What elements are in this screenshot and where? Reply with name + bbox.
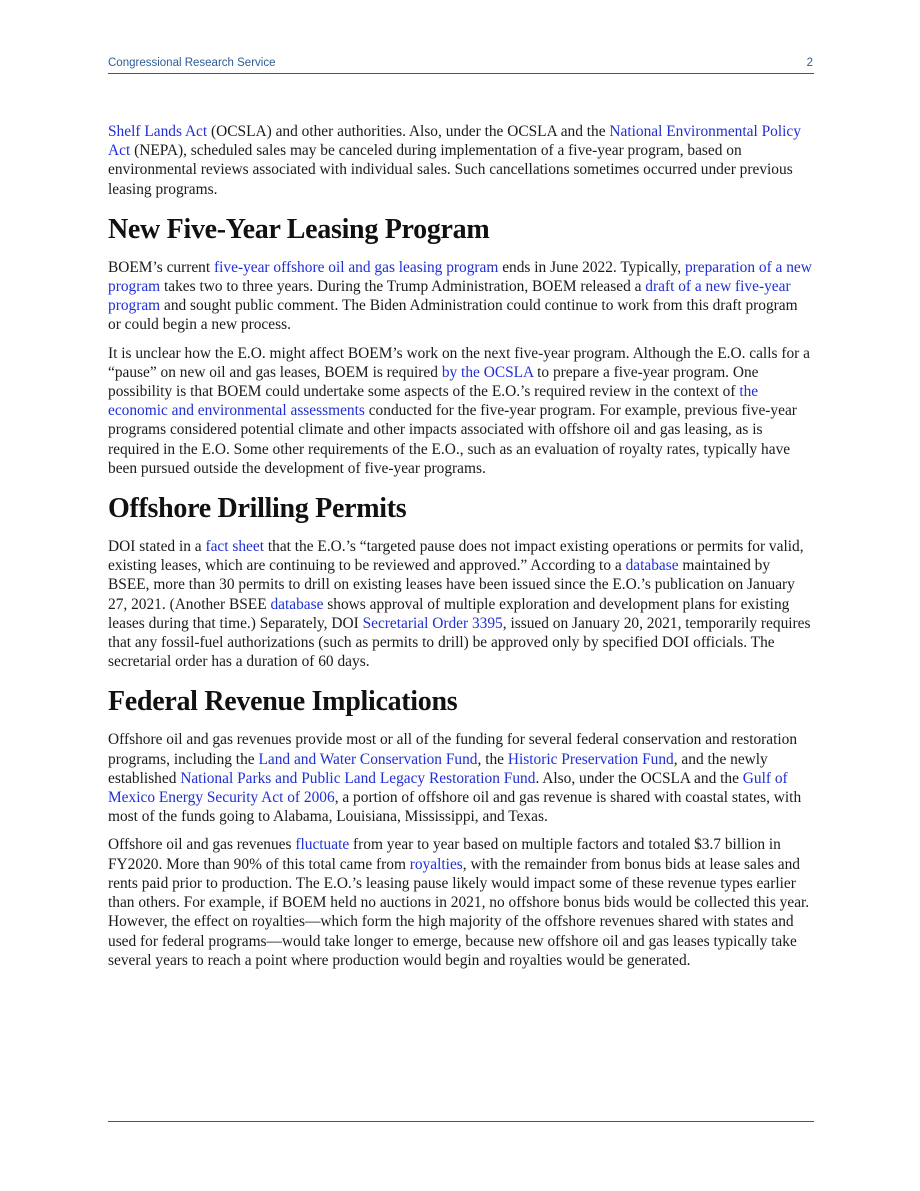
- link-by-the-ocsla[interactable]: by the OCSLA: [441, 363, 534, 381]
- link-gomesa[interactable]: Gulf of Mexico Energy Security Act of 2006: [108, 769, 788, 807]
- link-preparation-new-program[interactable]: preparation of a new program: [108, 258, 812, 296]
- document-body: [108, 122, 814, 979]
- link-nepa[interactable]: National Environmental Policy Act: [108, 123, 801, 160]
- paragraph-current-program: BOEM’s current five-year offshore oil and gas leasing program ends in June 2022. Typically, preparation of a new program takes two to three years. During the Trump Administration, BOEM released a draft of a new five-year program and sought public comment. The Biden Administration could continue to work from this draft program or could begin a new process.: [108, 258, 812, 334]
- link-fluctuate[interactable]: fluctuate: [295, 836, 350, 854]
- link-database-plans[interactable]: database: [270, 595, 324, 613]
- link-five-year-program[interactable]: five-year offshore oil and gas leasing program: [214, 258, 499, 276]
- section-heading-leasing-program: New Five-Year Leasing Program: [108, 213, 490, 245]
- header-organization: Congressional Research Service: [108, 57, 276, 69]
- section-heading-drilling-permits: Offshore Drilling Permits: [108, 493, 407, 525]
- link-fact-sheet[interactable]: fact sheet: [205, 538, 264, 556]
- link-shelf-lands-act[interactable]: Shelf Lands Act: [108, 123, 208, 140]
- header-divider: [108, 73, 814, 74]
- paragraph-ocsla-cancellations: Shelf Lands Act (OCSLA) and other authorities. Also, under the OCSLA and the National Environmental Policy Act (NEPA), scheduled sales may be canceled during implementation of a five-year program, based on environmental reviews associated with individual sales. Such cancellations sometimes occurred under previous leasing programs.: [108, 123, 801, 198]
- section-heading-revenue: Federal Revenue Implications: [108, 686, 458, 718]
- link-royalties[interactable]: royalties: [409, 855, 463, 873]
- link-lwcf[interactable]: Land and Water Conservation Fund: [258, 750, 478, 768]
- footer-divider: [108, 1121, 814, 1122]
- link-database-permits[interactable]: database: [625, 557, 679, 575]
- link-secretarial-order[interactable]: Secretarial Order 3395: [362, 614, 503, 632]
- paragraph-revenue-fluctuation: Offshore oil and gas revenues fluctuate from year to year based on multiple factors and totaled $3.7 billion in FY2020. More than 90% of this total came from royalties, with the remainder from bonus bids at lease sales and rents paid prior to production. The E.O.’s leasing pause likely would impact some of these revenue types earlier than others. For example, if BOEM held no auctions in 2021, no offshore bonus bids would be collected this year. However, the effect on royalties—which form the high majority of the offshore revenues shared with states and used for federal programs—would take longer to emerge, because new offshore oil and gas leases typically take several years to reach a point where production would begin and royalties would be generated.: [108, 836, 810, 969]
- paragraph-eo-effect: It is unclear how the E.O. might affect BOEM’s work on the next five-year program. Although the E.O. calls for a “pause” on new oil and gas leases, BOEM is required by the OCSLA to prepare a five-year program. One possibility is that BOEM could undertake some aspects of the E.O.’s required review in the context of the economic and environmental assessments conducted for the five-year program. For example, previous five-year programs considered potential climate and other impacts associated with offshore oil and gas leasing, as is required in the E.O. Some other requirements of the E.O., such as an evaluation of royalty rates, typically have been pursued outside the development of five-year programs.: [108, 344, 810, 477]
- link-legacy-restoration-fund[interactable]: National Parks and Public Land Legacy Restoration Fund: [180, 769, 536, 787]
- link-historic-preservation-fund[interactable]: Historic Preservation Fund: [507, 750, 674, 768]
- page-number: 2: [806, 57, 813, 69]
- link-draft-program[interactable]: draft of a new five-year program: [108, 278, 791, 315]
- page-header: [108, 57, 814, 73]
- link-assessments[interactable]: the economic and environmental assessments: [108, 383, 759, 420]
- paragraph-revenue-programs: Offshore oil and gas revenues provide most or all of the funding for several federal conservation and restoration programs, including the Land and Water Conservation Fund, the Historic Preservation Fund, and the newly established National Parks and Public Land Legacy Restoration Fund. Also, under the OCSLA and the Gulf of Mexico Energy Security Act of 2006, a portion of offshore oil and gas revenue is shared with coastal states, with most of the funds going to Alabama, Louisiana, Mississippi, and Texas.: [108, 731, 802, 826]
- paragraph-drilling-permits: DOI stated in a fact sheet that the E.O.’s “targeted pause does not impact existing operations or permits for valid, existing leases, which are continuing to be reviewed and approved.” According to a database maintained by BSEE, more than 30 permits to drill on existing leases have been issued since the E.O.’s publication on January 27, 2021. (Another BSEE database shows approval of multiple exploration and development plans for existing leases during that time.) Separately, DOI Secretarial Order 3395, issued on January 20, 2021, temporarily requires that any fossil-fuel authorizations (such as permits to drill) be approved only by specified DOI officials. The secretarial order has a duration of 60 days.: [108, 538, 811, 671]
